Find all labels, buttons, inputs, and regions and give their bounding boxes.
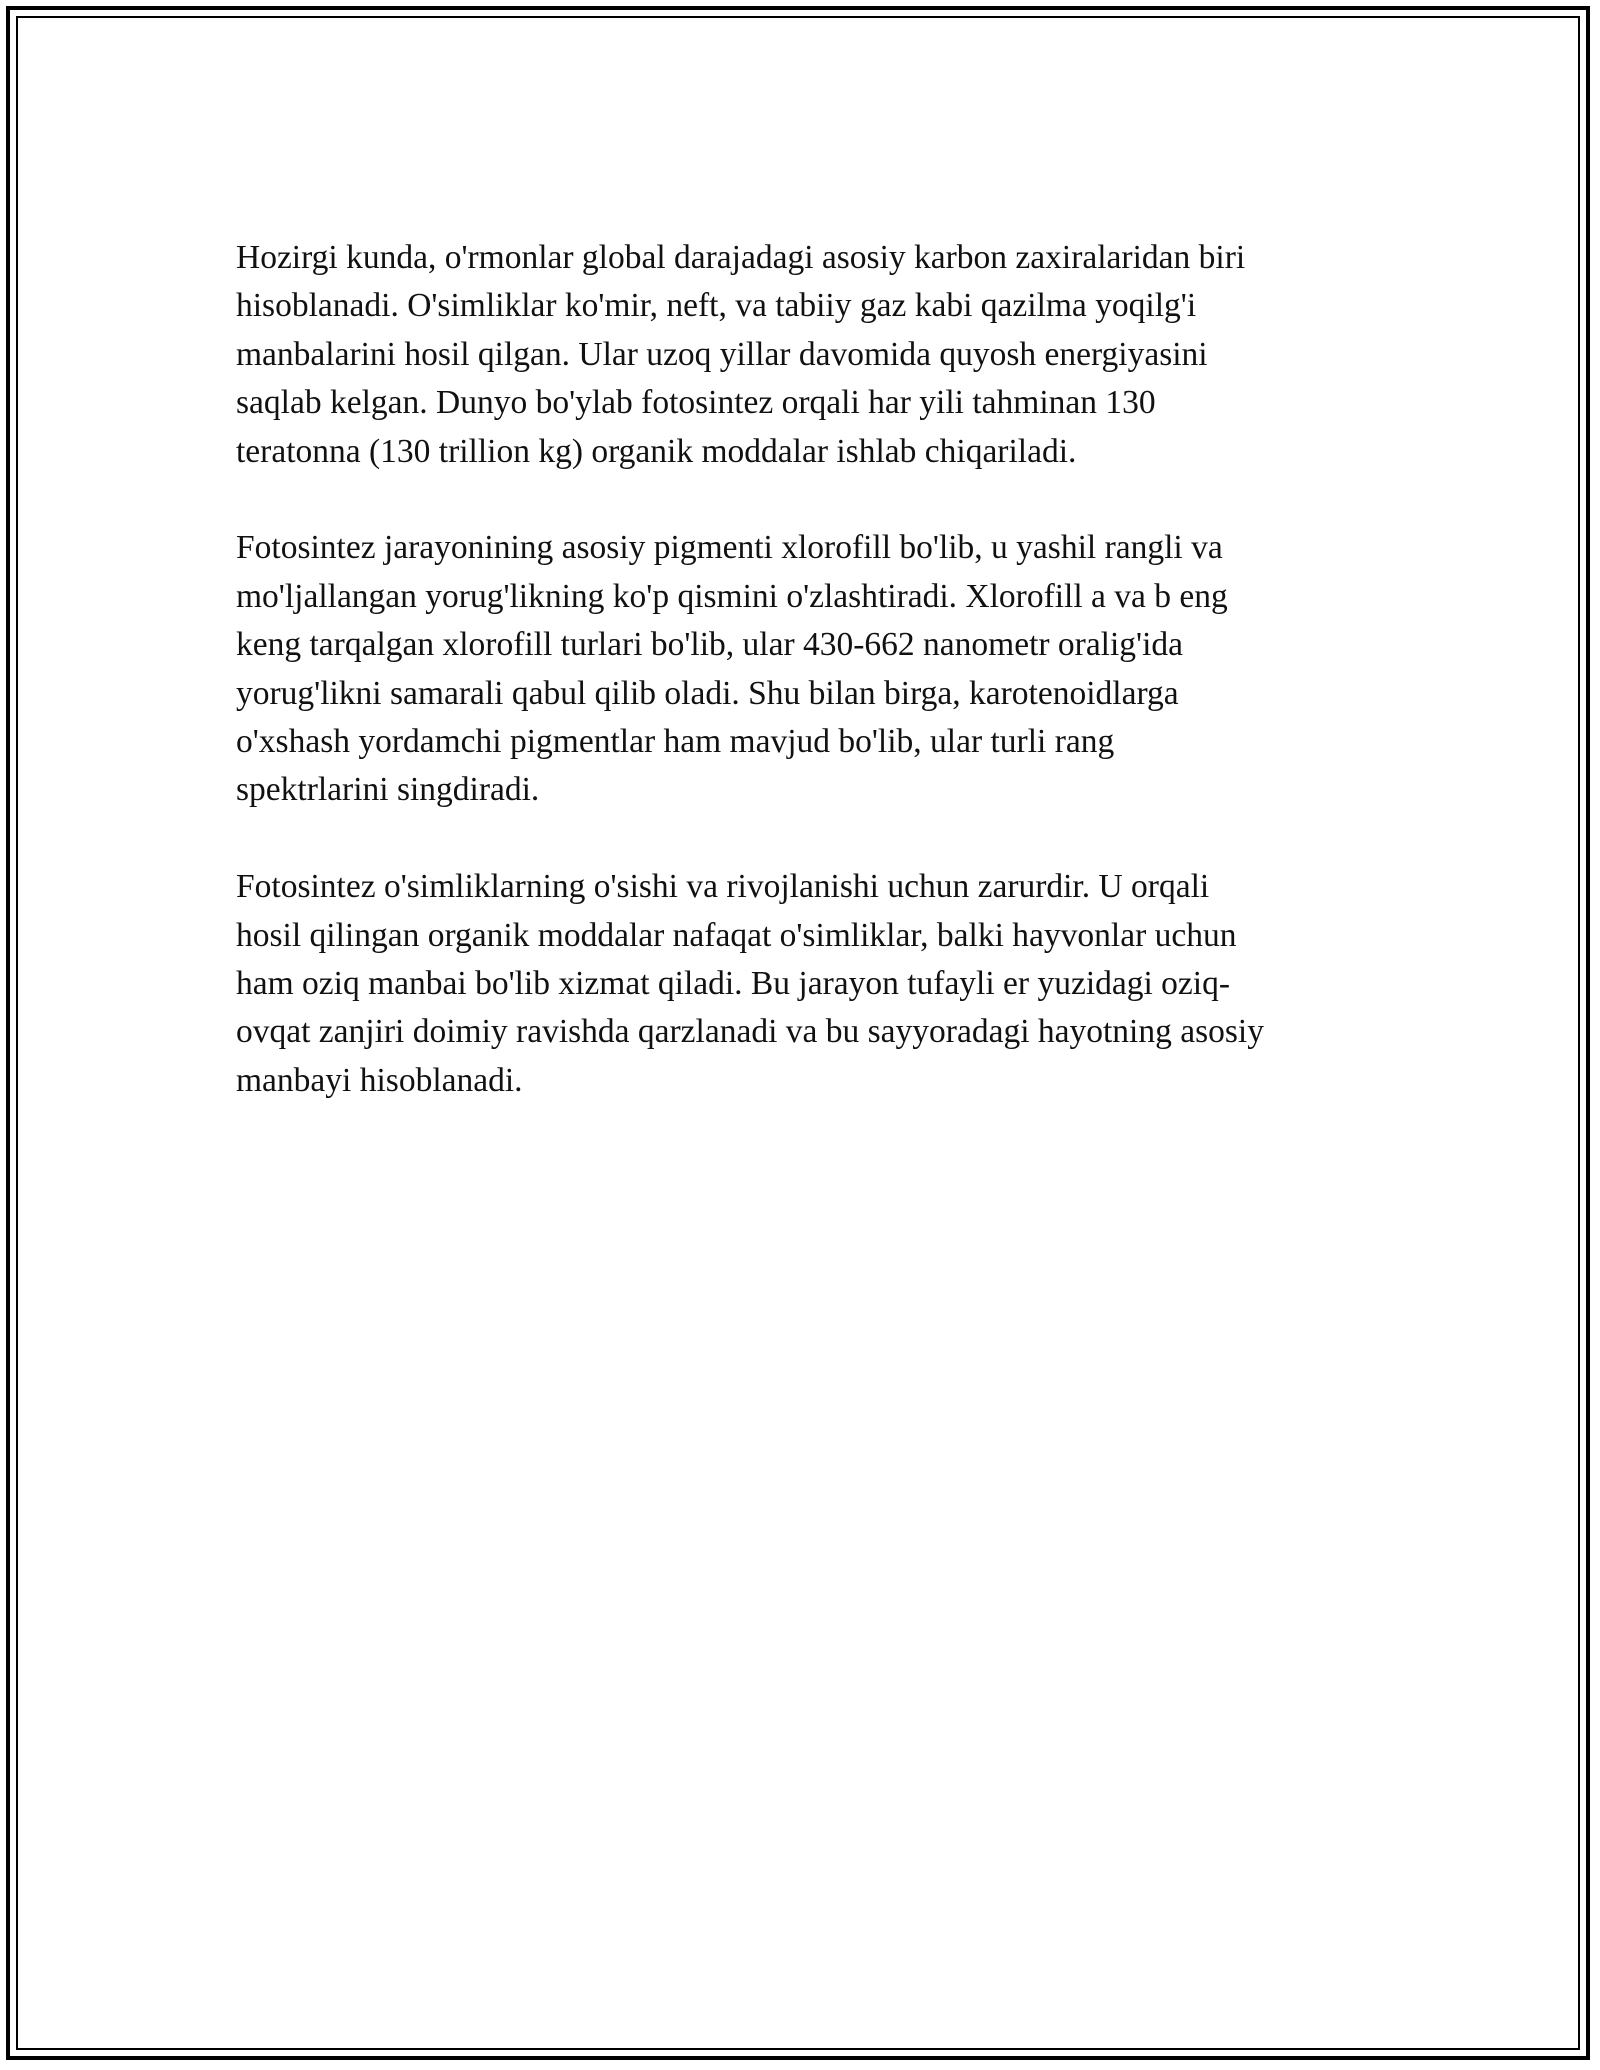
line: manbalarini hosil qilgan. Ular uzoq yillar davomida quyosh energiyasini: [236, 335, 1208, 373]
line: Fotosintez o'simliklarning o'sishi va rivojlanishi uchun zarurdir. U orqali: [236, 868, 1210, 906]
line: keng tarqalgan xlorofill turlari bo'lib, ular 430-662 nanometr oralig'ida: [236, 626, 1184, 664]
line: yorug'likni samarali qabul qilib oladi. Shu bilan birga, karotenoidlarga: [236, 674, 1179, 712]
line: Fotosintez jarayonining asosiy pigmenti xlorofill bo'lib, u yashil rangli va: [236, 529, 1223, 567]
line: hisoblanadi. O'simliklar ko'mir, neft, va tabiiy gaz kabi qazilma yoqilg'i: [236, 287, 1197, 325]
line: manbayi hisoblanadi.: [236, 1061, 523, 1099]
line: Hozirgi kunda, o'rmonlar global darajadagi asosiy karbon zaxiralaridan biri: [236, 239, 1246, 276]
line: ovqat zanjiri doimiy ravishda qarzlanadi va bu sayyoradagi hayotning asosiy: [236, 1013, 1264, 1051]
line: mo'ljallangan yorug'likning ko'p qismini o'zlashtiradi. Xlorofill a va b eng: [236, 577, 1228, 615]
line: ham oziq manbai bo'lib xizmat qiladi. Bu jarayon tufayli er yuzidagi oziq-: [236, 965, 1231, 1003]
line: o'xshash yordamchi pigmentlar ham mavjud bo'lib, ular turli rang: [236, 723, 1115, 761]
document-body: [236, 234, 1386, 1105]
paragraph-2: [236, 524, 1386, 814]
line: hosil qilingan organik moddalar nafaqat o'simliklar, balki hayvonlar uchun: [236, 916, 1237, 954]
paragraph-3: [236, 863, 1386, 1105]
line: teratonna (130 trillion kg) organik moddalar ishlab chiqariladi.: [236, 432, 1077, 470]
line: spektrlarini singdiradi.: [236, 771, 540, 809]
line: saqlab kelgan. Dunyo bo'ylab fotosintez orqali har yili tahminan 130: [236, 384, 1156, 422]
paragraph-1: [236, 234, 1386, 476]
